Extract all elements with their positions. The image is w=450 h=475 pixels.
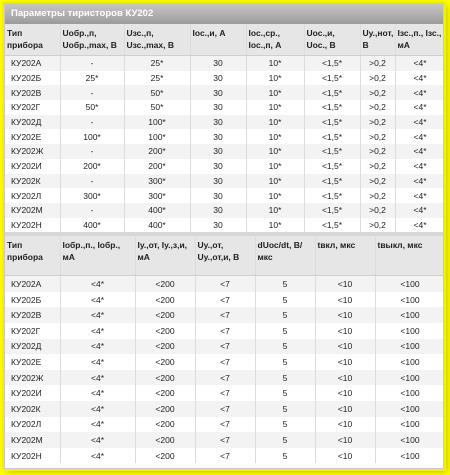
value-cell: 5 [255, 448, 315, 464]
value-cell: <4* [395, 129, 444, 144]
value-cell: <10 [315, 401, 375, 417]
value-cell: <7 [195, 292, 255, 308]
table-header-row [5, 24, 444, 56]
value-cell: 50* [124, 100, 190, 115]
value-cell: 30 [190, 188, 246, 203]
value-cell: <100 [375, 417, 444, 433]
value-cell: 50* [60, 100, 124, 115]
value-cell: <10 [315, 354, 375, 370]
value-cell: <100 [375, 432, 444, 448]
value-cell: <4* [395, 100, 444, 115]
value-cell: <1,5* [304, 159, 360, 174]
value-cell: 5 [255, 339, 315, 355]
device-type-cell: КУ202Л [5, 188, 60, 203]
value-cell: 25* [124, 56, 190, 71]
value-cell: <200 [135, 370, 195, 386]
table-row [5, 276, 444, 292]
value-cell: 5 [255, 307, 315, 323]
value-cell: <200 [135, 432, 195, 448]
value-cell: <1,5* [304, 144, 360, 159]
value-cell: <4* [395, 159, 444, 174]
column-header: Uобр.,п, Uобр.,max, В [60, 24, 124, 56]
table-row [5, 115, 444, 130]
table-row [5, 448, 444, 464]
value-cell: <100 [375, 292, 444, 308]
value-cell: <100 [375, 370, 444, 386]
value-cell: >0,2 [360, 144, 395, 159]
value-cell: <4* [60, 307, 135, 323]
value-cell: <1,5* [304, 115, 360, 130]
value-cell: <10 [315, 385, 375, 401]
device-type-cell: КУ202Ж [5, 144, 60, 159]
device-type-cell: КУ202Б [5, 71, 60, 86]
value-cell: <1,5* [304, 100, 360, 115]
value-cell: <200 [135, 339, 195, 355]
value-cell: 30 [190, 56, 246, 71]
value-cell: <7 [195, 401, 255, 417]
value-cell: 10* [246, 56, 304, 71]
parameters-table-1 [5, 24, 444, 232]
value-cell: 10* [246, 144, 304, 159]
device-type-cell: КУ202И [5, 385, 60, 401]
table-row [5, 203, 444, 218]
device-type-cell: КУ202Д [5, 115, 60, 130]
value-cell: 30 [190, 218, 246, 233]
value-cell: <100 [375, 401, 444, 417]
table-row [5, 323, 444, 339]
device-type-cell: КУ202А [5, 276, 60, 292]
value-cell: <10 [315, 323, 375, 339]
value-cell: 5 [255, 432, 315, 448]
device-type-cell: КУ202И [5, 159, 60, 174]
value-cell: >0,2 [360, 115, 395, 130]
value-cell: <100 [375, 339, 444, 355]
value-cell: 5 [255, 401, 315, 417]
value-cell: >0,2 [360, 174, 395, 189]
value-cell: <200 [135, 276, 195, 292]
value-cell: <4* [60, 385, 135, 401]
value-cell: <4* [395, 218, 444, 233]
value-cell: >0,2 [360, 203, 395, 218]
value-cell: 30 [190, 144, 246, 159]
value-cell: <10 [315, 339, 375, 355]
value-cell: <4* [395, 56, 444, 71]
value-cell: <7 [195, 323, 255, 339]
value-cell: <10 [315, 370, 375, 386]
column-header: Iос.,и, А [190, 24, 246, 56]
device-type-cell: КУ202К [5, 401, 60, 417]
value-cell: 30 [190, 85, 246, 100]
value-cell: 30 [190, 174, 246, 189]
device-type-cell: КУ202Б [5, 292, 60, 308]
value-cell: 5 [255, 354, 315, 370]
value-cell: <4* [395, 144, 444, 159]
column-header: Iзс.,п., Iзс., мА [395, 24, 444, 56]
value-cell: <10 [315, 307, 375, 323]
value-cell: <200 [135, 401, 195, 417]
value-cell: <100 [375, 385, 444, 401]
value-cell: 300* [124, 174, 190, 189]
device-type-cell: КУ202Н [5, 448, 60, 464]
value-cell: <4* [395, 174, 444, 189]
value-cell: <4* [60, 292, 135, 308]
value-cell: 30 [190, 71, 246, 86]
column-header: Iос.,ср., Iос.,п, А [246, 24, 304, 56]
table-row [5, 129, 444, 144]
value-cell: <1,5* [304, 188, 360, 203]
value-cell: <1,5* [304, 71, 360, 86]
value-cell: <4* [395, 203, 444, 218]
device-type-cell: КУ202Г [5, 323, 60, 339]
value-cell: 100* [124, 115, 190, 130]
value-cell: <10 [315, 432, 375, 448]
column-header: Тип прибора [5, 24, 60, 56]
value-cell: - [60, 56, 124, 71]
column-header: Тип прибора [5, 236, 60, 276]
value-cell: <1,5* [304, 129, 360, 144]
device-type-cell: КУ202А [5, 56, 60, 71]
value-cell: 100* [124, 129, 190, 144]
value-cell: >0,2 [360, 218, 395, 233]
value-cell: 30 [190, 100, 246, 115]
value-cell: <4* [395, 115, 444, 130]
value-cell: <7 [195, 354, 255, 370]
value-cell: 5 [255, 276, 315, 292]
value-cell: 5 [255, 417, 315, 433]
value-cell: <4* [60, 276, 135, 292]
table-row [5, 56, 444, 71]
table-row [5, 292, 444, 308]
value-cell: <200 [135, 307, 195, 323]
value-cell: <1,5* [304, 218, 360, 233]
column-header: Uу.,нот, В [360, 24, 395, 56]
table-row [5, 144, 444, 159]
value-cell: <4* [60, 323, 135, 339]
device-type-cell: КУ202Д [5, 339, 60, 355]
value-cell: <1,5* [304, 174, 360, 189]
value-cell: - [60, 174, 124, 189]
value-cell: 30 [190, 203, 246, 218]
value-cell: <200 [135, 385, 195, 401]
value-cell: <4* [60, 370, 135, 386]
table-row [5, 385, 444, 401]
device-type-cell: КУ202Г [5, 100, 60, 115]
column-header: tвыкл, мкс [375, 236, 444, 276]
device-type-cell: КУ202К [5, 174, 60, 189]
table-row [5, 401, 444, 417]
parameters-table-2 [5, 236, 444, 463]
value-cell: 200* [60, 159, 124, 174]
device-type-cell: КУ202Л [5, 417, 60, 433]
table-row [5, 188, 444, 203]
column-header: tвкл, мкс [315, 236, 375, 276]
value-cell: 25* [124, 71, 190, 86]
table-row [5, 159, 444, 174]
device-type-cell: КУ202Н [5, 218, 60, 233]
value-cell: <100 [375, 448, 444, 464]
value-cell: <4* [60, 401, 135, 417]
table-row [5, 370, 444, 386]
value-cell: - [60, 144, 124, 159]
value-cell: 400* [124, 218, 190, 233]
value-cell: >0,2 [360, 56, 395, 71]
page-title: Параметры тиристоров КУ202 [5, 4, 443, 24]
value-cell: 30 [190, 129, 246, 144]
value-cell: <4* [395, 85, 444, 100]
value-cell: 10* [246, 85, 304, 100]
value-cell: 10* [246, 115, 304, 130]
value-cell: <7 [195, 432, 255, 448]
table-row [5, 85, 444, 100]
table-row [5, 354, 444, 370]
value-cell: 200* [124, 144, 190, 159]
table-row [5, 432, 444, 448]
value-cell: <7 [195, 448, 255, 464]
value-cell: 5 [255, 370, 315, 386]
value-cell: <4* [60, 339, 135, 355]
value-cell: <7 [195, 339, 255, 355]
value-cell: >0,2 [360, 71, 395, 86]
value-cell: 25* [60, 71, 124, 86]
table-row [5, 174, 444, 189]
table-row [5, 307, 444, 323]
value-cell: <4* [395, 71, 444, 86]
value-cell: - [60, 203, 124, 218]
column-header: Uзс.,п, Uзс.,max, В [124, 24, 190, 56]
value-cell: <7 [195, 385, 255, 401]
value-cell: <200 [135, 323, 195, 339]
value-cell: <100 [375, 276, 444, 292]
value-cell: <7 [195, 370, 255, 386]
value-cell: >0,2 [360, 85, 395, 100]
device-type-cell: КУ202В [5, 307, 60, 323]
value-cell: 10* [246, 203, 304, 218]
table-row [5, 339, 444, 355]
value-cell: <200 [135, 417, 195, 433]
value-cell: <1,5* [304, 203, 360, 218]
value-cell: 400* [60, 218, 124, 233]
column-header: Iобр.,п., Iобр., мА [60, 236, 135, 276]
value-cell: <10 [315, 417, 375, 433]
value-cell: 5 [255, 292, 315, 308]
value-cell: <4* [60, 417, 135, 433]
value-cell: 300* [60, 188, 124, 203]
value-cell: <7 [195, 307, 255, 323]
value-cell: 5 [255, 323, 315, 339]
value-cell: <200 [135, 292, 195, 308]
value-cell: <7 [195, 276, 255, 292]
value-cell: 400* [124, 203, 190, 218]
device-type-cell: КУ202Ж [5, 370, 60, 386]
table-row [5, 71, 444, 86]
column-header: Uос.,и, Uос., В [304, 24, 360, 56]
device-type-cell: КУ202Е [5, 354, 60, 370]
device-type-cell: КУ202М [5, 203, 60, 218]
device-type-cell: КУ202В [5, 85, 60, 100]
value-cell: 300* [124, 188, 190, 203]
value-cell: <1,5* [304, 85, 360, 100]
value-cell: 10* [246, 218, 304, 233]
value-cell: 10* [246, 71, 304, 86]
value-cell: <10 [315, 448, 375, 464]
value-cell: <10 [315, 292, 375, 308]
value-cell: 5 [255, 385, 315, 401]
value-cell: 30 [190, 159, 246, 174]
value-cell: >0,2 [360, 159, 395, 174]
value-cell: 100* [60, 129, 124, 144]
value-cell: 50* [124, 85, 190, 100]
table-row [5, 218, 444, 233]
parameters-panel [4, 3, 444, 469]
table-row [5, 100, 444, 115]
value-cell: <100 [375, 307, 444, 323]
value-cell: <200 [135, 354, 195, 370]
value-cell: >0,2 [360, 188, 395, 203]
column-header: Uу.,от, Uу.,от,и, В [195, 236, 255, 276]
value-cell: <7 [195, 417, 255, 433]
value-cell: 30 [190, 115, 246, 130]
value-cell: <4* [60, 354, 135, 370]
value-cell: <200 [135, 448, 195, 464]
value-cell: 10* [246, 188, 304, 203]
value-cell: <10 [315, 276, 375, 292]
value-cell: - [60, 85, 124, 100]
value-cell: <4* [395, 188, 444, 203]
value-cell: >0,2 [360, 129, 395, 144]
device-type-cell: КУ202М [5, 432, 60, 448]
value-cell: 200* [124, 159, 190, 174]
column-header: dUос/dt, В/мкс [255, 236, 315, 276]
value-cell: <100 [375, 323, 444, 339]
value-cell: 10* [246, 129, 304, 144]
value-cell: <4* [60, 448, 135, 464]
table-row [5, 417, 444, 433]
value-cell: <4* [60, 432, 135, 448]
value-cell: <100 [375, 354, 444, 370]
column-header: Iу.,от, Iу.,з,и, мА [135, 236, 195, 276]
value-cell: 10* [246, 174, 304, 189]
device-type-cell: КУ202Е [5, 129, 60, 144]
value-cell: >0,2 [360, 100, 395, 115]
value-cell: 10* [246, 159, 304, 174]
value-cell: - [60, 115, 124, 130]
table-header-row [5, 236, 444, 276]
value-cell: 10* [246, 100, 304, 115]
value-cell: <1,5* [304, 56, 360, 71]
